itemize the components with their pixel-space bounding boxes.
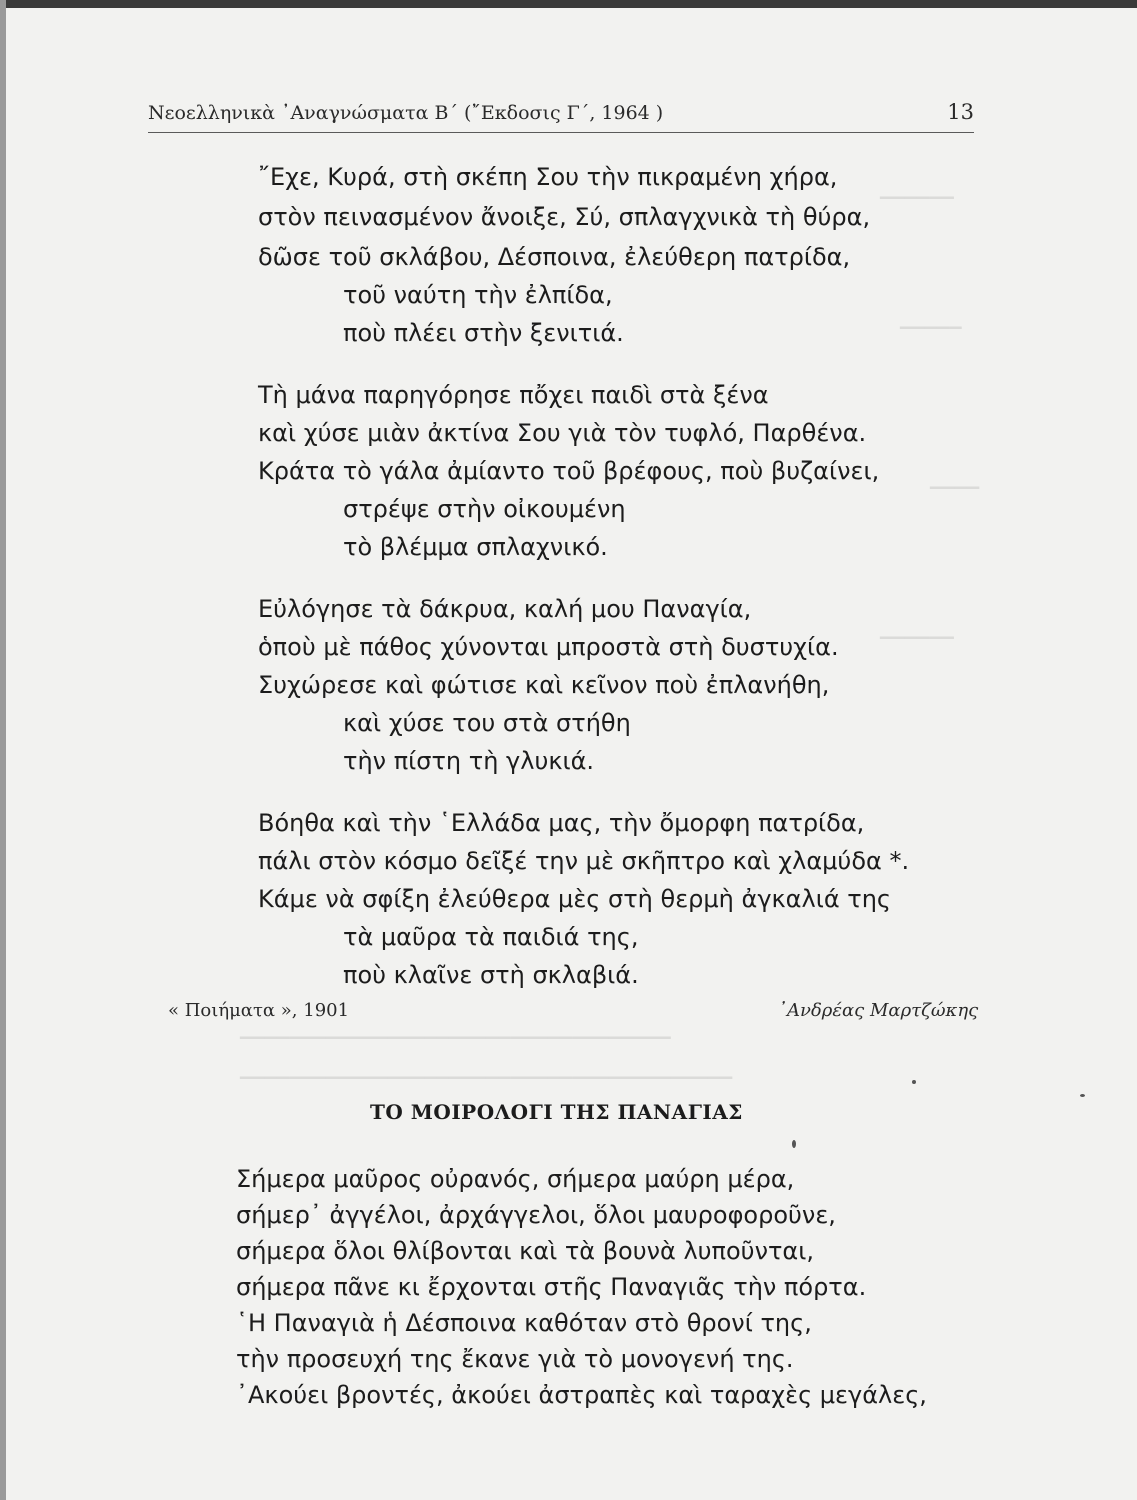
scan-speck bbox=[792, 1140, 796, 1148]
verse-line: Βόηθα καὶ τὴν ῾Ελλάδα μας, τὴν ὄμορφη πατρίδα, bbox=[258, 809, 865, 837]
verse-line: τὴν πίστη τὴ γλυκιά. bbox=[343, 747, 595, 775]
verse-line: σήμερα ὅλοι θλίβονται καὶ τὰ βουνὰ λυποῦνται, bbox=[236, 1237, 814, 1265]
verse-line: ῾Η Παναγιὰ ἡ Δέσποινα καθόταν στὸ θρονί της, bbox=[236, 1309, 812, 1337]
verse-line: Συχώρεσε καὶ φώτισε καὶ κεῖνον ποὺ ἐπλανήθη, bbox=[258, 671, 830, 699]
verse-line: ποὺ κλαῖνε στὴ σκλαβιά. bbox=[343, 961, 639, 989]
poem-2-title: ΤΟ ΜΟΙΡΟΛΟΓΙ ΤΗΣ ΠΑΝΑΓΙΑΣ bbox=[370, 1100, 743, 1124]
poem-source: « Ποιήματα », 1901 bbox=[168, 1000, 350, 1021]
verse-line: Τὴ μάνα παρηγόρησε πὄχει παιδὶ στὰ ξένα bbox=[258, 381, 769, 409]
verse-line: Σήμερα μαῦρος οὐρανός, σήμερα μαύρη μέρα, bbox=[236, 1165, 795, 1193]
verse-line: τὴν προσευχή της ἔκανε γιὰ τὸ μονογενή της. bbox=[236, 1345, 794, 1373]
verse-line: στὸν πεινασμένον ἄνοιξε, Σύ, σπλαγχνικὰ τὴ θύρα, bbox=[258, 203, 871, 231]
scan-speck bbox=[912, 1080, 916, 1084]
verse-line: τὸ βλέμμα σπλαχνικό. bbox=[343, 533, 608, 561]
verse-line: Κράτα τὸ γάλα ἀμίαντο τοῦ βρέφους, ποὺ βυζαίνει, bbox=[258, 457, 880, 485]
header-rule bbox=[148, 132, 974, 133]
poem-author: ᾿Ανδρέας Μαρτζώκης bbox=[778, 1000, 979, 1021]
page-number: 13 bbox=[947, 100, 974, 124]
verse-line: ποὺ πλέει στὴν ξενιτιά. bbox=[343, 319, 624, 347]
scan-top-edge bbox=[0, 0, 1137, 8]
verse-line: ᾿Ακούει βροντές, ἀκούει ἀστραπὲς καὶ ταραχὲς μεγάλες, bbox=[236, 1381, 927, 1409]
scan-speck bbox=[1080, 1094, 1085, 1097]
verse-line: καὶ χύσε μιὰν ἀκτίνα Σου γιὰ τὸν τυφλό, Παρθένα. bbox=[258, 419, 867, 447]
verse-line: σήμερα πᾶνε κι ἔρχονται στῆς Παναγιᾶς τὴν πόρτα. bbox=[236, 1273, 867, 1301]
verse-line: Εὐλόγησε τὰ δάκρυα, καλή μου Παναγία, bbox=[258, 595, 752, 623]
verse-line: τὰ μαῦρα τὰ παιδιά της, bbox=[343, 923, 639, 951]
verse-line: σήμερ᾿ ἀγγέλοι, ἀρχάγγελοι, ὅλοι μαυροφοροῦνε, bbox=[236, 1201, 836, 1229]
verse-line: πάλι στὸν κόσμο δεῖξέ την μὲ σκῆπτρο καὶ χλαμύδα *. bbox=[258, 847, 910, 875]
verse-line: καὶ χύσε του στὰ στήθη bbox=[343, 709, 631, 737]
verse-line: στρέψε στὴν οἰκουμένη bbox=[343, 495, 626, 523]
verse-line: Κάμε νὰ σφίξη ἐλεύθερα μὲς στὴ θερμὴ ἀγκαλιά της bbox=[258, 885, 892, 913]
verse-line: τοῦ ναύτη τὴν ἐλπίδα, bbox=[343, 281, 613, 309]
verse-line: ὁποὺ μὲ πάθος χύνονται μπροστὰ στὴ δυστυχία. bbox=[258, 633, 839, 661]
verse-line: ῎Εχε, Κυρά, στὴ σκέπη Σου τὴν πικραμένη χήρα, bbox=[258, 163, 838, 191]
verse-line: δῶσε τοῦ σκλάβου, Δέσποινα, ἐλεύθερη πατρίδα, bbox=[258, 243, 851, 271]
running-header bbox=[148, 100, 974, 132]
running-header-title: Νεοελληνικὰ ᾿Αναγνώσματα Β΄ (῎Εκδοσις Γ΄, 1964 ) bbox=[148, 102, 664, 124]
scan-left-edge bbox=[0, 0, 6, 1500]
